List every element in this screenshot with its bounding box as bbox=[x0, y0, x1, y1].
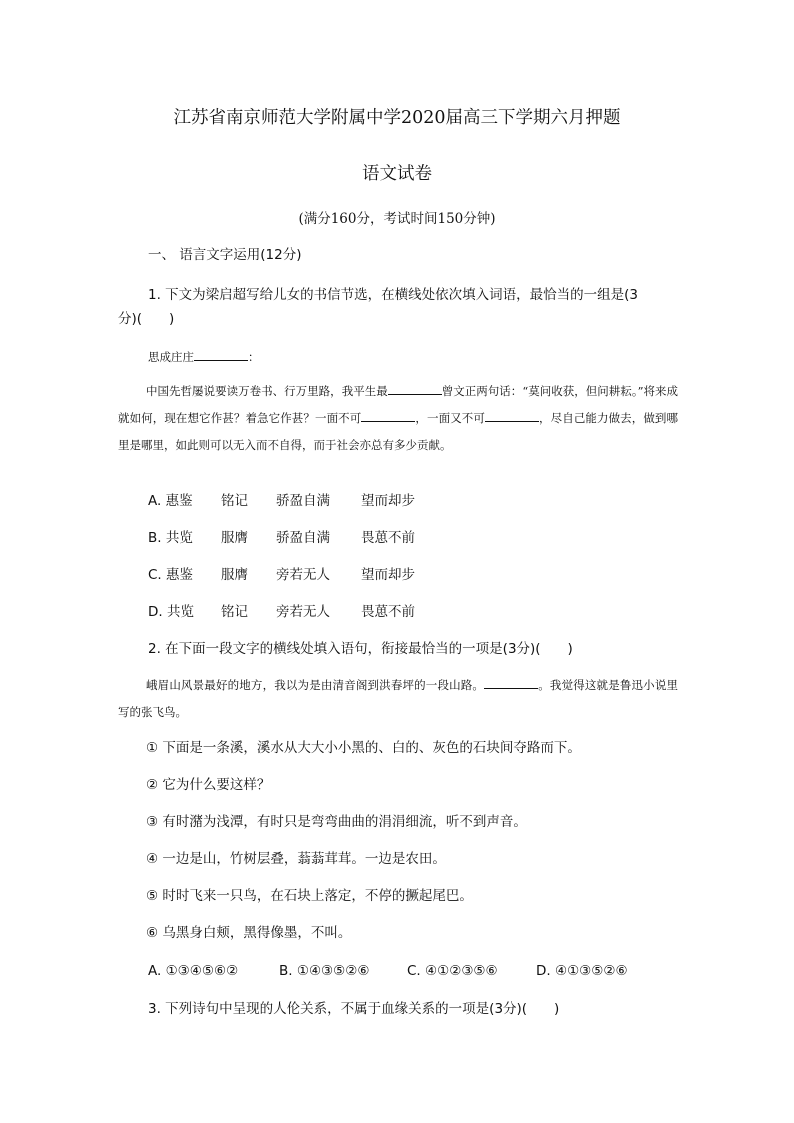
option-word: 服膺 bbox=[221, 530, 248, 546]
q1-stem-line1: 1. 下文为梁启超写给儿女的书信节选，在横线处依次填入词语，最恰当的一组是(3 bbox=[148, 287, 639, 303]
blank-3 bbox=[485, 407, 539, 422]
option-word: 旁若无人 bbox=[276, 567, 330, 583]
option-word: 骄盈自满 bbox=[276, 493, 330, 509]
q2-choice-b[interactable]: B. ①④③⑤②⑥ bbox=[279, 963, 370, 979]
blank-greeting bbox=[194, 346, 248, 361]
q3-stem: 3. 下列诗句中呈现的人伦关系，不属于血缘关系的一项是(3分)( ) bbox=[148, 1001, 560, 1017]
option-word: 骄盈自满 bbox=[276, 530, 330, 546]
q1-passage-seg1: 中国先哲屡说要读万卷书、行万里路，我平生最 bbox=[146, 384, 388, 398]
q1-passage bbox=[118, 378, 678, 459]
option-word: 铭记 bbox=[221, 604, 248, 620]
q2-stem: 2. 在下面一段文字的横线处填入语句，衔接最恰当的一项是(3分)( ) bbox=[148, 641, 573, 657]
letter-greeting-text: 思成庄庄 bbox=[148, 350, 194, 364]
option-word: 旁若无人 bbox=[276, 604, 330, 620]
option-word: C. 惠鉴 bbox=[148, 567, 194, 583]
sentence-6: ⑥ 乌黑身白颊，黑得像墨，不叫。 bbox=[146, 925, 352, 941]
q2-choice-c[interactable]: C. ④①②③⑤⑥ bbox=[407, 963, 498, 979]
sentence-4: ④ 一边是山，竹树层叠，蓊蓊茸茸。一边是农田。 bbox=[146, 851, 446, 867]
option-word: 畏葸不前 bbox=[361, 530, 415, 546]
q1-passage-seg4: ，尽自己能力做去，做到哪里是哪里，如此则可以无入而不自得，而于社会亦总有多少贡献。 bbox=[118, 411, 679, 452]
sentence-3: ③ 有时潴为浅潭，有时只是弯弯曲曲的涓涓细流，听不到声音。 bbox=[146, 814, 527, 830]
option-word: B. 共览 bbox=[148, 530, 193, 546]
letter-greeting-colon: ： bbox=[248, 350, 260, 364]
exam-subtitle: 语文试卷 bbox=[362, 164, 432, 184]
q2-passage bbox=[118, 672, 678, 726]
sentence-1: ① 下面是一条溪，溪水从大大小小黑的、白的、灰色的石块间夺路而下。 bbox=[146, 740, 581, 756]
exam-title: 江苏省南京师范大学附属中学2020届高三下学期六月押题 bbox=[173, 108, 621, 128]
option-word: 铭记 bbox=[221, 493, 248, 509]
sentence-5: ⑤ 时时飞来一只鸟，在石块上落定，不停的撅起尾巴。 bbox=[146, 888, 473, 904]
option-word: A. 惠鉴 bbox=[148, 493, 193, 509]
letter-greeting bbox=[148, 346, 260, 366]
option-word: 望而却步 bbox=[361, 493, 415, 509]
blank-2 bbox=[361, 407, 415, 422]
blank-1 bbox=[388, 380, 442, 395]
q2-passage-seg1: 峨眉山风景最好的地方，我以为是由清音阁到洪春坪的一段山路。 bbox=[146, 678, 485, 692]
exam-note: (满分160分，考试时间150分钟) bbox=[298, 211, 496, 227]
q2-choice-d[interactable]: D. ④①③⑤②⑥ bbox=[536, 963, 628, 979]
option-word: D. 共览 bbox=[148, 604, 194, 620]
option-word: 畏葸不前 bbox=[361, 604, 415, 620]
q1-passage-seg2: 曾文正两句话：“莫问收获，但问耕耘。”将来成就如何，现在想它作甚？着急它作甚？一面不可 bbox=[118, 384, 678, 425]
q2-passage-seg2: 。我觉得这就是鲁迅小说里写的张飞鸟。 bbox=[118, 678, 678, 719]
blank-q2 bbox=[484, 674, 538, 689]
q1-stem-line2: 分)( ) bbox=[118, 311, 175, 327]
option-word: 望而却步 bbox=[361, 567, 415, 583]
q2-choice-a[interactable]: A. ①③④⑤⑥② bbox=[148, 963, 239, 979]
section-heading: 一、 语言文字运用(12分) bbox=[148, 247, 302, 263]
option-word: 服膺 bbox=[221, 567, 248, 583]
sentence-2: ② 它为什么要这样？ bbox=[146, 777, 271, 793]
q1-passage-seg3: ，一面又不可 bbox=[415, 411, 485, 425]
